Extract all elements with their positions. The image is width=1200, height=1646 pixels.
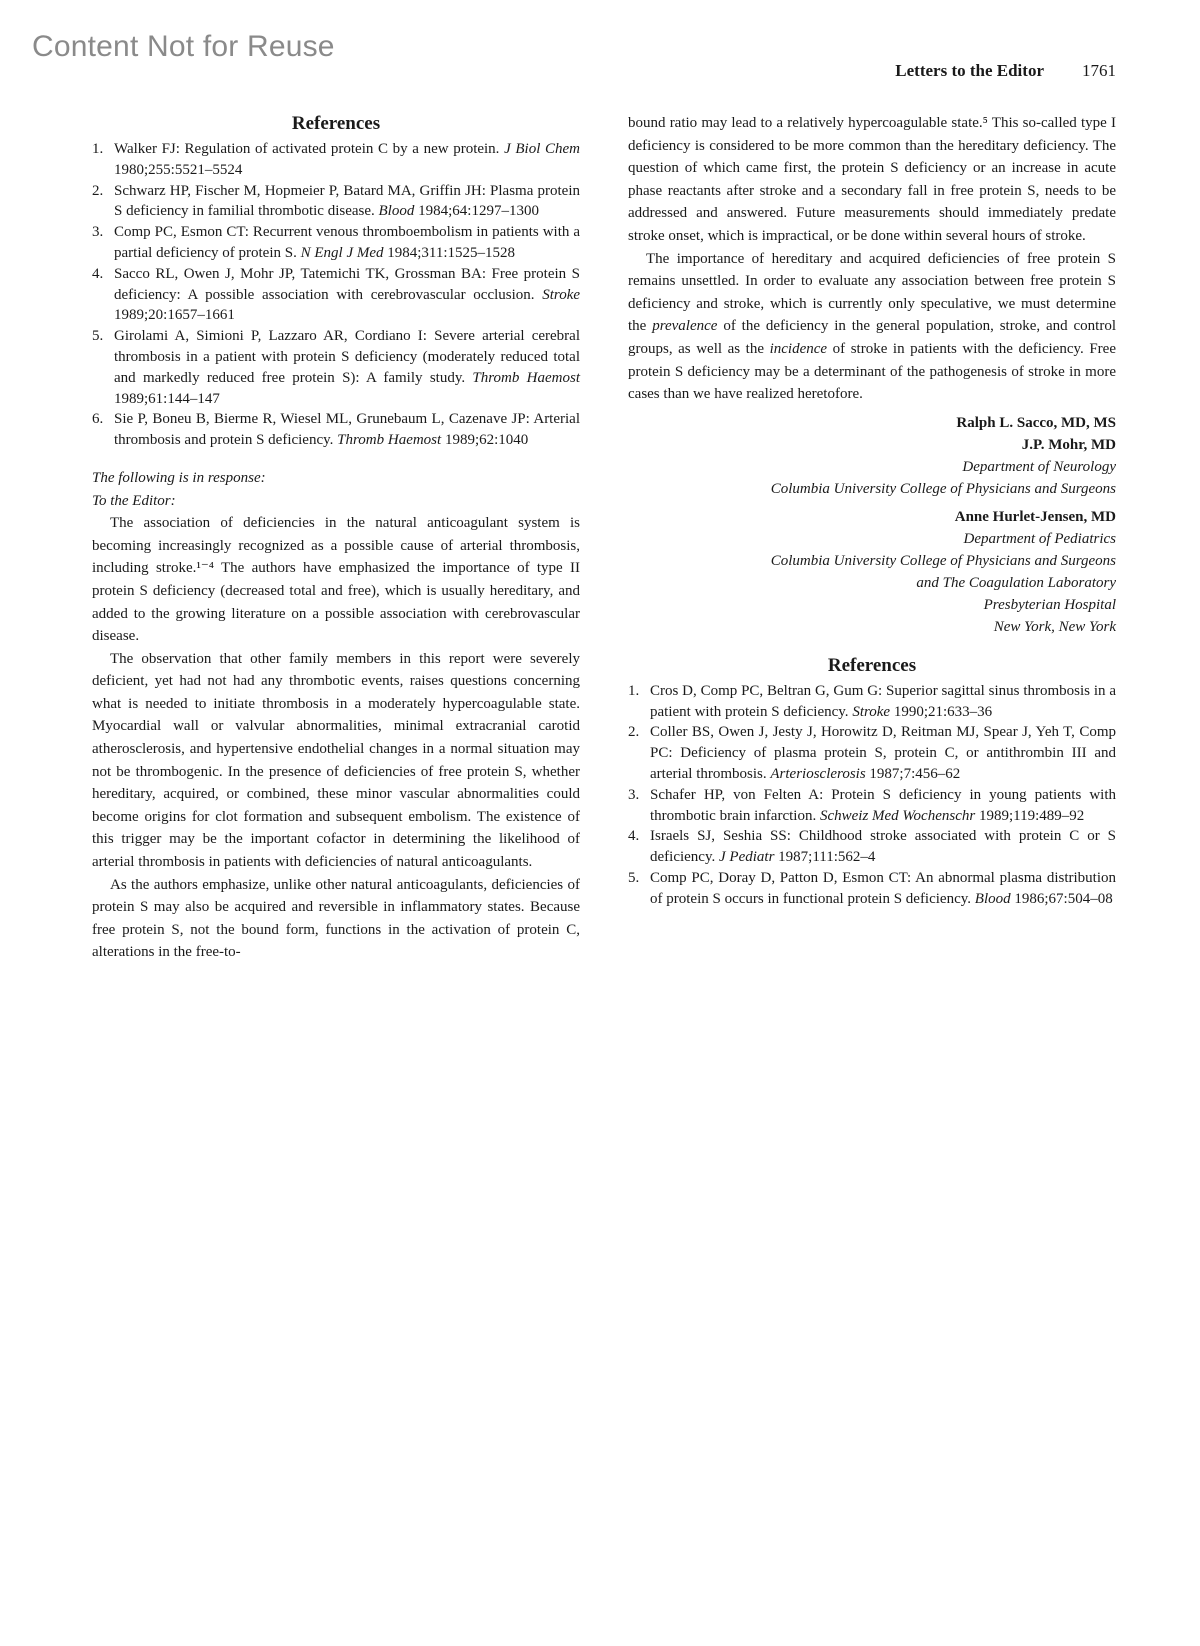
reference-item [628, 681, 1116, 723]
reference-text: Walker FJ: Regulation of activated protein C by a new protein. [114, 141, 500, 157]
salutation: To the Editor: [92, 492, 176, 509]
response-intro: The following is in response: [92, 469, 266, 486]
affiliation-hospital: Presbyterian Hospital [983, 596, 1116, 613]
affiliation-institution: Columbia University College of Physicians and Surgeons [770, 480, 1116, 497]
reference-journal: J Biol Chem [504, 141, 580, 157]
reference-cite: 1984;64:1297–1300 [418, 203, 539, 220]
reference-text: Sacco RL, Owen J, Mohr JP, Tatemichi TK, Grossman BA: Free protein S deficiency: A possible association with cerebrovascular occlusion. [114, 265, 580, 303]
reference-item [92, 222, 580, 264]
reference-cite: 1986;67:504–08 [1014, 890, 1113, 907]
reference-journal: Blood [378, 203, 415, 220]
reference-journal: Arteriosclerosis [770, 765, 866, 782]
reference-item [92, 326, 580, 409]
right-column [628, 112, 1116, 909]
watermark: Content Not for Reuse [32, 30, 335, 63]
reference-journal: Schweiz Med Wochenschr [819, 807, 976, 824]
reference-text: Girolami A, Simioni P, Lazzaro AR, Cordiano I: Severe arterial cerebral thrombosis in a patient with protein S deficiency (moderately reduced total and markedly reduced free protein S): A family study. [114, 328, 580, 386]
reference-list [628, 681, 1116, 910]
emphasis-text: prevalence [652, 318, 718, 335]
reference-cite: 1989;61:144–147 [114, 390, 220, 407]
body-paragraph: As the authors emphasize, unlike other natural anticoagulants, deficiencies of protein S may also be acquired and reversible in inflammatory states. Because free protein S, not the bound form, functions in the activation of protein C, alterations in the free-to- [92, 876, 580, 961]
reference-text: Schafer HP, von Felten A: Protein S deficiency in young patients with thrombotic brain infarction. [650, 786, 1116, 824]
reference-item [92, 264, 580, 326]
reference-item [628, 785, 1116, 827]
reference-cite: 1984;311:1525–1528 [387, 244, 516, 261]
reference-number: 4. [92, 265, 104, 282]
reference-item [628, 868, 1116, 910]
body-paragraph: The association of deficiencies in the natural anticoagulant system is becoming increasingly recognized as a possible cause of arterial thrombosis, including stroke.¹⁻⁴ The authors have emphasized the importance of type II protein S deficiency (decreased total and free), which is usually hereditary, and added to the growing literature on a possible association with cerebrovascular disease. [92, 515, 580, 645]
reference-text: Comp PC, Esmon CT: Recurrent venous thromboembolism in patients with a partial deficiency of protein S. [114, 224, 580, 261]
reference-journal: J Pediatr [719, 849, 775, 866]
reference-cite: 1989;62:1040 [444, 432, 529, 449]
left-column [92, 112, 580, 964]
paragraph-text: of stroke in patients with the deficiency. Free protein S deficiency may be a determinant of the pathogenesis of stroke in more cases than we have realized heretofore. [628, 340, 1116, 403]
reference-number: 2. [92, 182, 104, 199]
reference-text: Coller BS, Owen J, Jesty J, Horowitz D, Reitman MJ, Spear J, Yeh T, Comp PC: Deficiency of plasma protein S, protein C, or antithrombin III and arterial thrombosis. [650, 724, 1116, 782]
page-number: 1761 [1082, 61, 1116, 80]
affiliation-institution: Columbia University College of Physicians and Surgeons [770, 552, 1116, 569]
reference-cite: 1987;7:456–62 [869, 765, 961, 782]
reference-item [92, 409, 580, 451]
body-paragraph: The observation that other family members in this report were severely deficient, yet had not had any thrombotic events, raises questions concerning what is needed to initiate thrombosis in a moderately hypercoagulable state. Myocardial wall or valvular abnormalities, minimal extracranial carotid atherosclerosis, and hypertensive endothelial changes in a normal situation may not be thrombogenic. In the presence of deficiencies of free protein S, whether hereditary, acquired, or combined, these minor vascular abnormalities could become origins for clot formation and subsequent embolism. The existence of this trigger may be the important cofactor in determining the likelihood of arterial thrombosis in patients with deficiencies of natural anticoagulants. [92, 650, 580, 871]
body-paragraph-continued: bound ratio may lead to a relatively hypercoagulable state.⁵ This so-called type I deficiency is considered to be more common than the hereditary deficiency. The question of which came first, the protein S deficiency or an increase in acute phase reactants after stroke and a secondary fall in free protein S, needs to be addressed and answered. Future measurements should immediately predate stroke onset, which is impractical, or be done within several hours of stroke. [628, 115, 1116, 244]
reference-number: 2. [628, 724, 640, 741]
reference-number: 6. [92, 411, 104, 428]
reference-journal: Stroke [542, 286, 581, 303]
reference-journal: N Engl J Med [300, 244, 384, 261]
author-name: Anne Hurlet-Jensen, MD [954, 508, 1116, 525]
reference-number: 3. [92, 224, 104, 241]
affiliation-department: Department of Pediatrics [963, 530, 1116, 547]
author-name: Ralph L. Sacco, MD, MS [956, 414, 1116, 431]
affiliation-lab: and The Coagulation Laboratory [916, 574, 1116, 591]
reference-item [92, 181, 580, 223]
reference-cite: 1980;255:5521–5524 [114, 161, 243, 178]
reference-number: 4. [628, 828, 640, 845]
reference-item [92, 139, 580, 181]
reference-number: 3. [628, 786, 640, 803]
references-heading: References [291, 113, 381, 134]
reference-number: 5. [628, 869, 640, 886]
reference-journal: Thromb Haemost [337, 432, 442, 449]
references-heading: References [827, 654, 917, 676]
reference-cite: 1990;21:633–36 [893, 703, 993, 720]
signature-block [628, 506, 1116, 638]
paragraph-text: of the deficiency in the general population, stroke, and control groups, as well as the [628, 318, 1117, 357]
reference-text: Sie P, Boneu B, Bierme R, Wiesel ML, Grunebaum L, Cazenave JP: Arterial thrombosis and protein S deficiency. [114, 411, 580, 449]
body-paragraph [628, 248, 1116, 406]
emphasis-text: incidence [769, 340, 828, 357]
reference-number: 5. [92, 328, 104, 345]
reference-list [92, 139, 580, 451]
reference-item [628, 826, 1116, 868]
reference-number: 1. [628, 682, 640, 699]
reference-item [628, 722, 1116, 784]
reference-journal: Stroke [852, 703, 891, 720]
reference-cite: 1989;20:1657–1661 [114, 307, 235, 324]
reference-journal: Thromb Haemost [472, 369, 581, 386]
reference-text: Schwarz HP, Fischer M, Hopmeier P, Batard MA, Griffin JH: Plasma protein S deficiency in familial thrombotic disease. [114, 182, 580, 220]
reference-cite: 1987;111:562–4 [778, 849, 876, 866]
reference-text: Cros D, Comp PC, Beltran G, Gum G: Superior sagittal sinus thrombosis in a patient with protein S deficiency. [650, 682, 1116, 720]
paragraph-text: The importance of hereditary and acquired deficiencies of free protein S remains unsettled. In order to evaluate any association between free protein S deficiency and stroke, which is currently only speculative, we must determine the [628, 250, 1116, 335]
author-name: J.P. Mohr, MD [1021, 436, 1116, 453]
reference-text: Comp PC, Doray D, Patton D, Esmon CT: An abnormal plasma distribution of protein S occurs in functional protein S deficiency. [650, 869, 1116, 907]
reference-journal: Blood [974, 890, 1011, 907]
section-title: Letters to the Editor [895, 61, 1044, 80]
reference-cite: 1989;119:489–92 [978, 807, 1085, 824]
affiliation-city: New York, New York [993, 618, 1116, 635]
reference-text: Israels SJ, Seshia SS: Childhood stroke associated with protein C or S deficiency. [650, 828, 1116, 866]
affiliation-department: Department of Neurology [962, 458, 1116, 475]
running-head [700, 60, 1116, 82]
signature-block [628, 412, 1116, 500]
reference-number: 1. [92, 141, 104, 157]
